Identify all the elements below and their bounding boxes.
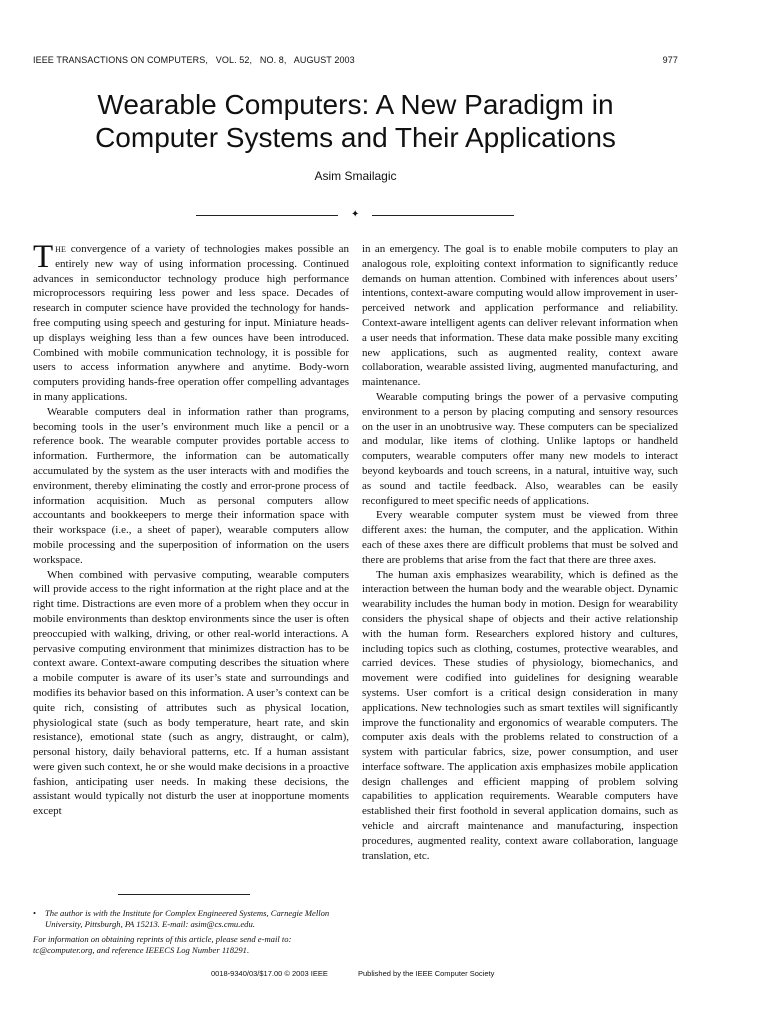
paragraph-2: Wearable computers deal in information rather than programs, becoming tools in the user’s environment much like a pencil or a reference book. The wearable computer provides portable access to information. Furthermore, the information can be automatically accumulated by the system as the user interacts with and modifies the environment, thereby eliminating the costly and error-prone process of information acquisition. Much as personal computers allow accountants and bookkeepers to merge their information space with their workspace (i.e., a sheet of paper), wearable computers allow mobile processing and the superposition of information on the users workspace.	[33, 405, 349, 566]
affiliation-text: The author is with the Institute for Complex Engineered Systems, Carnegie Mellon University, Pittsburgh, PA 15213. E-mail: asim@cs.cmu.edu.	[45, 908, 330, 929]
footnotes	[33, 908, 349, 956]
divider-rule-right	[372, 215, 514, 216]
drop-cap: T	[33, 239, 54, 275]
diamond-icon: ✦	[351, 209, 360, 220]
page-footer	[33, 969, 678, 981]
footnote-rule	[118, 894, 250, 895]
paragraph-7: The human axis emphasizes wearability, which is defined as the interaction between the human body and the wearable object. Dynamic wearability includes the human body in motion. Design for wearability considers the physical shape of objects and their active relationship with the human form. Researchers explored history and cultures, including topics such as clothing, costumes, protective wearables, and carried devices. These studies of physiology, biomechanics, and movement were codified into guidelines for designing wearable systems. User comfort is a critical design consideration in many applications. New technologies such as smart textiles will significantly improve the functionality and ergonomics of wearable computers. The computer axis deals with the problems related to construction of a system with particular fabrics, size, power consumption, and user interface software. The application axis emphasizes mobile application design challenges and efficient mapping of problem solving capabilities to application requirements. Wearable computers have established their first foothold in several application domains, such as vehicle and aircraft maintenance and manufacturing, inspection procedures, augmented reality, context aware collaboration, language translation, etc.	[362, 568, 678, 862]
paragraph-5: Wearable computing brings the power of a pervasive computing environment to a person by placing computing and sensory resources on the user in an unobtrusive way. These computers can be specialized and modular, like items of clothing. Unlike laptops or handheld computers, wearable computers offer many new models to interact beyond keyboards and touch screens, in a natural, intuitive way, such as sound and tactile feedback. Also, wearables can be easily reconfigured to meet specific needs of applications.	[362, 390, 678, 507]
right-column	[362, 242, 678, 863]
journal-citation: IEEE TRANSACTIONS ON COMPUTERS, VOL. 52, NO. 8, AUGUST 2003	[33, 55, 355, 65]
author-name: Asim Smailagic	[314, 169, 397, 183]
paragraph-3: When combined with pervasive computing, wearable computers will provide access to the right information at the right place and at the right time. Distractions are even more of a problem when they occur in mobile environments than desktop environments since the user is often preoccupied with walking, driving, or other real-world interactions. A pervasive computing environment that minimizes distraction has to be context aware. Context-aware computing describes the situation where a mobile computer is aware of its user’s state and surroundings and modifies its behavior based on this information. A user’s context can be quite rich, consisting of attributes such as physical location, physiological state (such as body temperature, heart rate, and skin resistance), emotional state (such as angry, distraught, or calm), personal history, daily behavioral patterns, etc. If a human assistant were given such context, he or she would make decisions in a proactive fashion, anticipating user needs. In making these decisions, the assistant would typically not disturb the user at inopportune moments except	[33, 568, 349, 818]
left-column	[33, 239, 349, 819]
article-title	[33, 88, 678, 154]
page-number: 977	[662, 55, 678, 65]
opening-smallcaps: he	[55, 243, 66, 255]
bullet-icon: •	[33, 908, 37, 918]
paragraph-1-text: convergence of a variety of technologies makes possible an entirely new way of using information processing. Continued advances in semiconductor technology produce high performance microprocessors requiring less power and less space. Decades of research in computer science have provided the technology for hands-free computing using speech and gesturing for input. Miniature heads-up displays weighing less than a few ounces have been introduced. Combined with mobile communication technology, it is possible for users to access information anywhere and anytime. Body-worn computers providing hands-free operation offer compelling advantages in many applications.	[33, 243, 349, 403]
running-header	[33, 55, 678, 69]
section-divider	[196, 210, 514, 220]
paragraph-4: in an emergency. The goal is to enable mobile computers to play an analogous role, exploiting context information to significantly reduce demands on human attention. Combined with inferences about users’ intentions, context-aware computing would allow improvement in user-perceived network and application performance and reliability. Context-aware intelligent agents can deliver relevant information when a user needs that information. These data make possible many exciting new applications, such as augmented reality, context aware collaboration, wearable assisted living, augmented manufacturing, and maintenance.	[362, 243, 678, 389]
title-line-1: Wearable Computers: A New Paradigm in	[97, 89, 614, 120]
copyright-line: 0018-9340/03/$17.00 © 2003 IEEE	[211, 969, 328, 978]
divider-rule-left	[196, 215, 338, 216]
paragraph-6: Every wearable computer system must be viewed from three different axes: the human, the computer, and the application. Within each of these axes there are difficult problems that must be solved and there are problems that arise from the fact that there are three axes.	[362, 509, 678, 566]
footnote-reprints: For information on obtaining reprints of this article, please send e-mail to: tc@computer.org, and reference IEEECS Log Number 118291.	[33, 934, 292, 955]
publisher-line: Published by the IEEE Computer Society	[358, 969, 495, 978]
title-line-2: Computer Systems and Their Applications	[95, 122, 616, 153]
footnote-affiliation	[33, 908, 349, 930]
paragraph-1	[33, 239, 349, 405]
